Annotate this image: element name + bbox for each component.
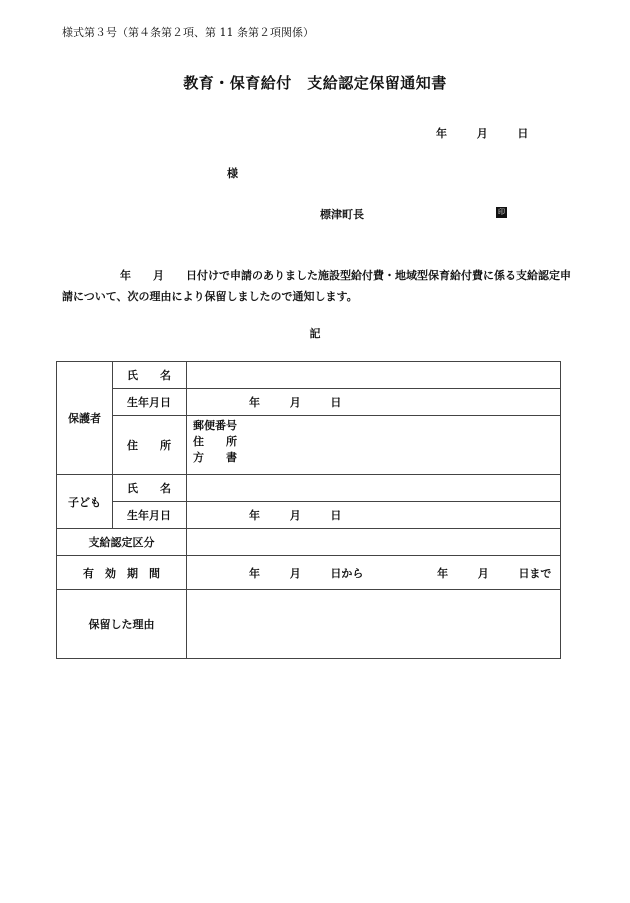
- guardian-address-label: 住 所: [113, 416, 187, 475]
- notice-table: [56, 361, 561, 659]
- period-from-year: 年: [249, 566, 260, 580]
- notice-body: [62, 265, 572, 307]
- period-to-day: 日まで: [518, 566, 552, 580]
- child-birth-day: 日: [330, 509, 342, 522]
- guardian-birth-cell[interactable]: [187, 389, 561, 416]
- period-cell[interactable]: [187, 556, 561, 590]
- child-birth-year: 年: [249, 509, 260, 522]
- address-line-label: 住 所: [193, 435, 237, 448]
- table-row: [57, 416, 561, 475]
- guardian-name-cell[interactable]: [187, 362, 561, 389]
- table-row: [57, 556, 561, 590]
- table-row: [57, 590, 561, 659]
- period-to-month: 月: [477, 566, 489, 580]
- table-row: [57, 389, 561, 416]
- reason-cell[interactable]: [187, 590, 561, 659]
- table-row: [57, 529, 561, 556]
- guardian-birth-label: 生年月日: [113, 389, 187, 416]
- katagaki-label: 方 書: [193, 451, 237, 464]
- date-month: 月: [476, 127, 488, 140]
- child-name-cell[interactable]: [187, 475, 561, 502]
- date-day: 日: [517, 127, 529, 140]
- guardian-name-label: 氏 名: [113, 362, 187, 389]
- birth-year: 年: [249, 396, 260, 409]
- table-row: [57, 475, 561, 502]
- child-birth-label: 生年月日: [113, 502, 187, 529]
- table-row: [57, 502, 561, 529]
- notice-date: [436, 125, 528, 141]
- sender-mayor: 標津町長: [320, 208, 364, 221]
- certification-label: 支給認定区分: [57, 529, 187, 556]
- page-title: 教育・保育給付 支給認定保留通知書: [183, 74, 447, 92]
- date-year: 年: [436, 127, 447, 140]
- notice-body-text: 年 月 日付けで申請のありました施設型給付費・地域型保育給付費に係る支給認定申請について、次の理由により保留しましたので通知します。: [62, 269, 571, 303]
- reason-label: 保留した理由: [57, 590, 187, 659]
- form-number: 様式第３号（第４条第２項、第 11 条第２項関係）: [62, 26, 314, 39]
- birth-day: 日: [330, 396, 342, 409]
- period-label: 有 効 期 間: [57, 556, 187, 590]
- period-to-year: 年: [437, 566, 449, 580]
- birth-month: 月: [289, 396, 301, 409]
- postal-label: 郵便番号: [193, 419, 237, 432]
- seal-mark: 印: [498, 208, 505, 216]
- period-from-day: 日から: [330, 566, 364, 580]
- child-birth-month: 月: [289, 509, 301, 522]
- guardian-address-cell[interactable]: [187, 416, 561, 475]
- ki-heading: 記: [309, 327, 321, 340]
- recipient-honorific: 様: [227, 167, 238, 180]
- child-header: 子ども: [57, 475, 113, 529]
- period-from-month: 月: [289, 566, 301, 580]
- table-row: [57, 362, 561, 389]
- guardian-header: 保護者: [57, 362, 113, 475]
- certification-cell[interactable]: [187, 529, 561, 556]
- child-name-label: 氏 名: [113, 475, 187, 502]
- child-birth-cell[interactable]: [187, 502, 561, 529]
